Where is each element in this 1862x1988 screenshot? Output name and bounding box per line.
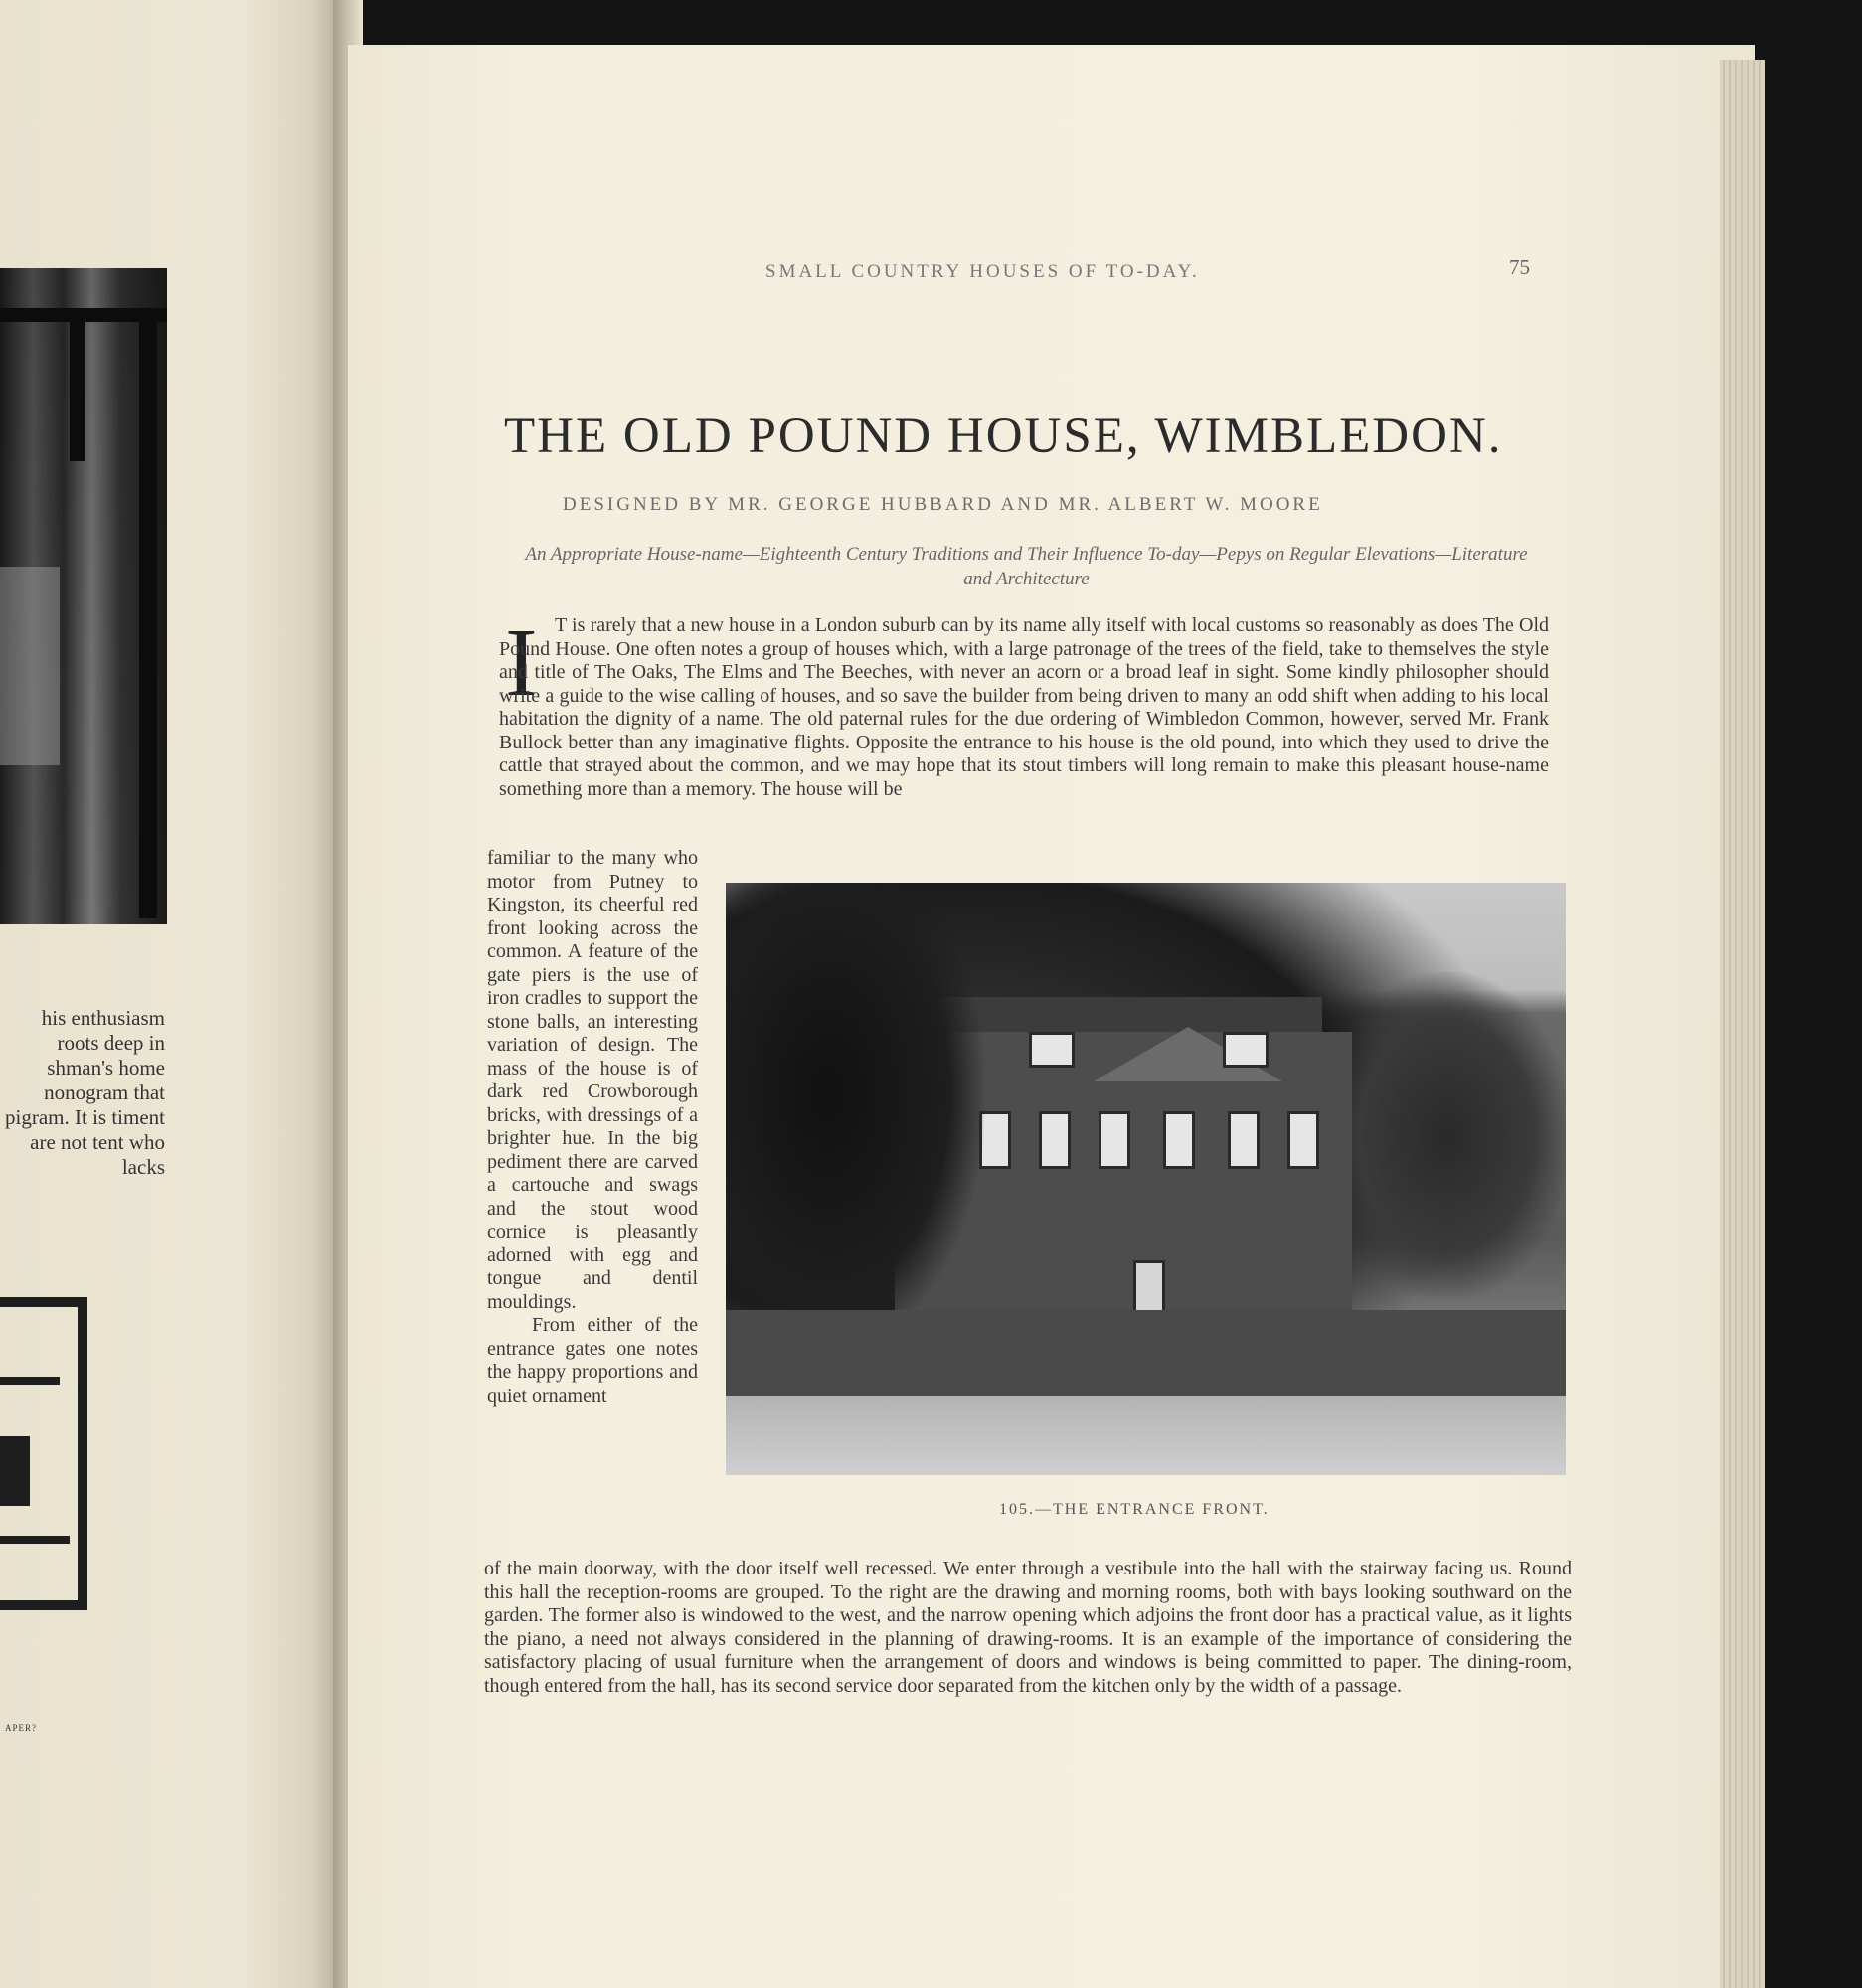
plan-wall <box>0 1536 70 1544</box>
photo-window <box>1228 1111 1260 1169</box>
floor-plan-fragment <box>0 1297 87 1610</box>
photo-dormer <box>1223 1032 1269 1068</box>
page-number: 75 <box>1509 255 1530 279</box>
interior-photo <box>0 268 167 924</box>
house-photo <box>726 883 1566 1475</box>
photo-beam <box>139 322 157 918</box>
article-title: THE OLD POUND HOUSE, WIMBLEDON. <box>504 409 1503 464</box>
photo-window <box>1163 1111 1195 1169</box>
photo-beam <box>70 322 85 461</box>
side-column <box>487 847 698 1408</box>
page-edges <box>1720 60 1765 1988</box>
photo-drive <box>726 1396 1566 1475</box>
plan-wall <box>0 1436 30 1506</box>
designer-credit: DESIGNED BY MR. GEORGE HUBBARD AND MR. ALBERT W. MOORE <box>563 494 1323 515</box>
paragraph-intro <box>499 609 1549 801</box>
left-text-fragment: his enthusiasm roots deep in shman's home nonogram that pigram. It is timent are not tent who lacks <box>5 1006 165 1179</box>
side-column-text-2: From either of the entrance gates one notes the happy proportions and quiet ornament <box>487 1314 698 1407</box>
photo-beam <box>0 308 167 322</box>
running-header: SMALL COUNTRY HOUSES OF TO-DAY. <box>765 261 1200 282</box>
photo-tree-left <box>726 883 984 1350</box>
paragraph-bottom: of the main doorway, with the door itself well recessed. We enter through a vestibule into the hall with the stairway facing us. Round this hall the reception-rooms are grouped. To the right are the drawing and morning rooms, both with bays looking southward on the garden. The former also is windowed to the west, and the narrow opening which adjoins the front door has a practical value, as it lights the piano, a need not always considered in the planning of drawing-rooms. It is an example of the importance of considering the satisfactory placing of usual furniture when the arrangement of doors and windows is being committed to paper. The dining-room, though entered from the hall, has its second service door separated from the kitchen only by the width of a passage. <box>484 1558 1572 1697</box>
drop-cap: I <box>505 609 538 717</box>
photo-dormer <box>1029 1032 1075 1068</box>
photo-window <box>1039 1111 1071 1169</box>
article-subtitle: An Appropriate House-name—Eighteenth Century Traditions and Their Influence To-day—Pepys on Regular Elevations—Literature and Architecture <box>525 544 1528 589</box>
photo-window <box>1099 1111 1130 1169</box>
left-page <box>0 0 338 1988</box>
left-tiny-label: APER? <box>5 1723 37 1733</box>
photo-caption: 105.—THE ENTRANCE FRONT. <box>999 1501 1270 1518</box>
photo-window <box>1287 1111 1319 1169</box>
paragraph-intro-text: T is rarely that a new house in a London suburb can by its name ally itself with local customs so reasonably as does The Old Pound House. One often notes a group of houses which, with a large patronage of the trees of the field, take to themselves the style and title of The Oaks, The Elms and The Beeches, with never an acorn or a broad leaf in sight. Some kindly philosopher should write a guide to the wise calling of houses, and so save the builder from being driven to many an odd shift when adding to his local habitation the dignity of a name. The old paternal rules for the due ordering of Wimbledon Common, however, served Mr. Frank Bullock better than any imaginative flights. Opposite the entrance to his house is the old pound, into which they used to drive the cattle that strayed about the common, and we may hope that its stout timbers will long remain to make this pleasant house-name something more than a memory. The house will be <box>499 614 1549 800</box>
photo-garden-wall <box>726 1310 1566 1396</box>
photo-window <box>0 567 60 765</box>
side-column-text-1: familiar to the many who motor from Putney to Kingston, its cheerful red front looking across the common. A feature of the gate piers is the use of iron cradles to support the stone balls, an interesting variation of design. The mass of the house is of dark red Crowborough bricks, with dressings of a brighter hue. In the big pediment there are carved a cartouche and swags and the stout wood cornice is pleasantly adorned with egg and tongue and dentil mouldings. <box>487 847 698 1313</box>
photo-tree-right <box>1322 972 1566 1300</box>
plan-wall <box>0 1377 60 1385</box>
